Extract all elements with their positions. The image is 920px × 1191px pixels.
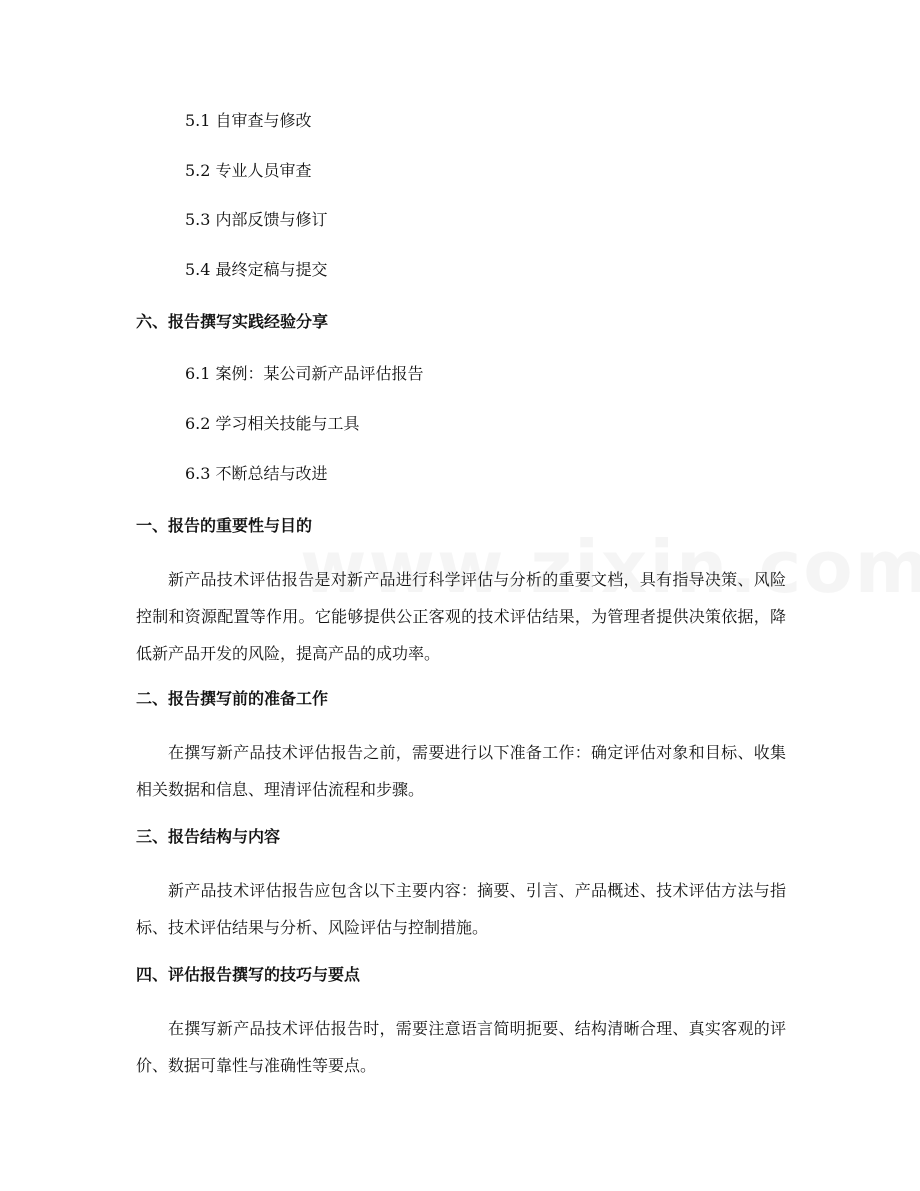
toc-item-6-1: 6.1 案例：某公司新产品评估报告	[185, 364, 424, 383]
toc-item-5-1: 5.1 自审查与修改	[185, 111, 312, 130]
section-body-1: 新产品技术评估报告是对新产品进行科学评估与分析的重要文档，具有指导决策、风险控制和资源配置等作用。它能够提供公正客观的技术评估结果，为管理者提供决策依据，降低新产品开发的风险，提高产品的成功率。	[136, 570, 786, 663]
section-body-4: 在撰写新产品技术评估报告时，需要注意语言简明扼要、结构清晰合理、真实客观的评价、数据可靠性与准确性等要点。	[136, 1019, 786, 1075]
section-heading-4: 四、评估报告撰写的技巧与要点	[136, 965, 361, 984]
section-heading-1: 一、报告的重要性与目的	[136, 516, 313, 535]
section-heading-3: 三、报告结构与内容	[136, 827, 281, 846]
toc-item-5-2: 5.2 专业人员审查	[185, 161, 312, 180]
toc-item-6-3: 6.3 不断总结与改进	[185, 464, 328, 483]
toc-item-5-4: 5.4 最终定稿与提交	[185, 260, 328, 279]
section-body-2: 在撰写新产品技术评估报告之前，需要进行以下准备工作：确定评估对象和目标、收集相关数据和信息、理清评估流程和步骤。	[136, 743, 786, 799]
section-body-3: 新产品技术评估报告应包含以下主要内容：摘要、引言、产品概述、技术评估方法与指标、技术评估结果与分析、风险评估与控制措施。	[136, 881, 786, 937]
toc-heading-6: 六、报告撰写实践经验分享	[136, 312, 329, 331]
toc-item-5-3: 5.3 内部反馈与修订	[185, 210, 328, 229]
section-heading-2: 二、报告撰写前的准备工作	[136, 689, 329, 708]
toc-item-6-2: 6.2 学习相关技能与工具	[185, 414, 360, 433]
